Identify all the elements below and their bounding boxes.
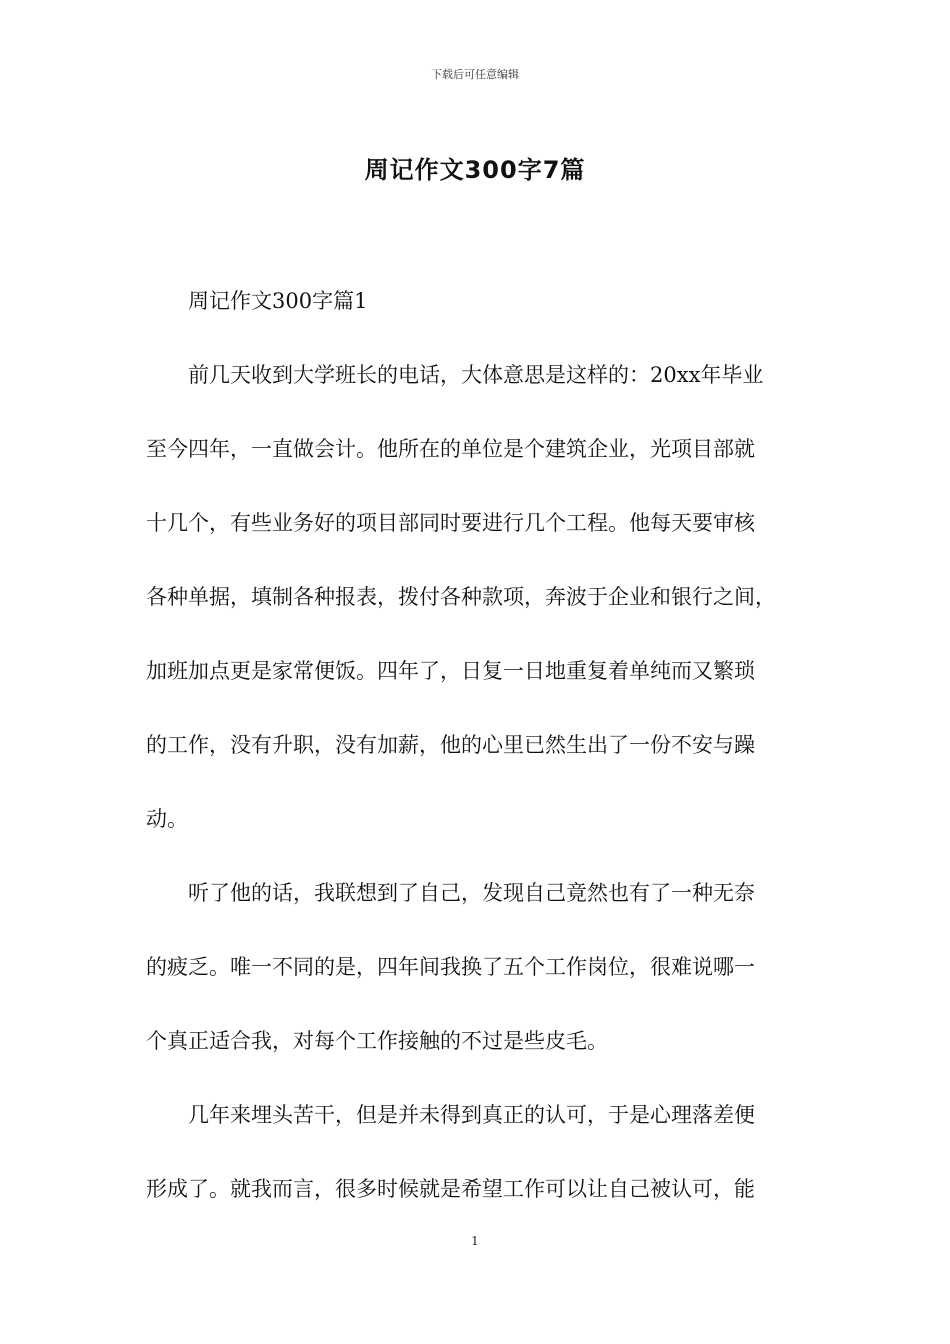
paragraph [146,868,821,1090]
paragraph-line: 至今四年，一直做会计。他所在的单位是个建筑企业，光项目部就 [146,437,755,461]
paragraph [146,1090,821,1238]
paragraph-line: 各种单据，填制各种报表，拨付各种款项，奔波于企业和银行之间， [146,585,776,609]
page-number: 1 [471,1234,479,1248]
paragraph-line: 的工作，没有升职，没有加薪，他的心里已然生出了一份不安与躁 [146,733,755,757]
document-title: 周记作文300字7篇 [364,156,586,184]
paragraph-line: 形成了。就我而言，很多时候就是希望工作可以让自己被认可，能 [146,1177,755,1201]
paragraph-line: 十几个，有些业务好的项目部同时要进行几个工程。他每天要审核 [146,511,755,535]
paragraph-line: 听了他的话，我联想到了自己，发现自己竟然也有了一种无奈 [188,881,755,905]
page-header-note: 下载后可任意编辑 [431,68,519,81]
paragraph-line: 加班加点更是家常便饭。四年了，日复一日地重复着单纯而又繁琐 [146,659,755,683]
paragraph-line: 动。 [146,807,188,831]
paragraph [146,350,821,868]
section-heading: 周记作文300字篇1 [188,289,368,313]
paragraph-line: 前几天收到大学班长的电话，大体意思是这样的：20xx年毕业 [188,363,764,387]
document-body [146,276,821,1238]
paragraph-line: 几年来埋头苦干，但是并未得到真正的认可，于是心理落差便 [188,1103,755,1127]
paragraph-line: 的疲乏。唯一不同的是，四年间我换了五个工作岗位，很难说哪一 [146,955,755,979]
paragraph-line: 个真正适合我，对每个工作接触的不过是些皮毛。 [146,1029,608,1053]
